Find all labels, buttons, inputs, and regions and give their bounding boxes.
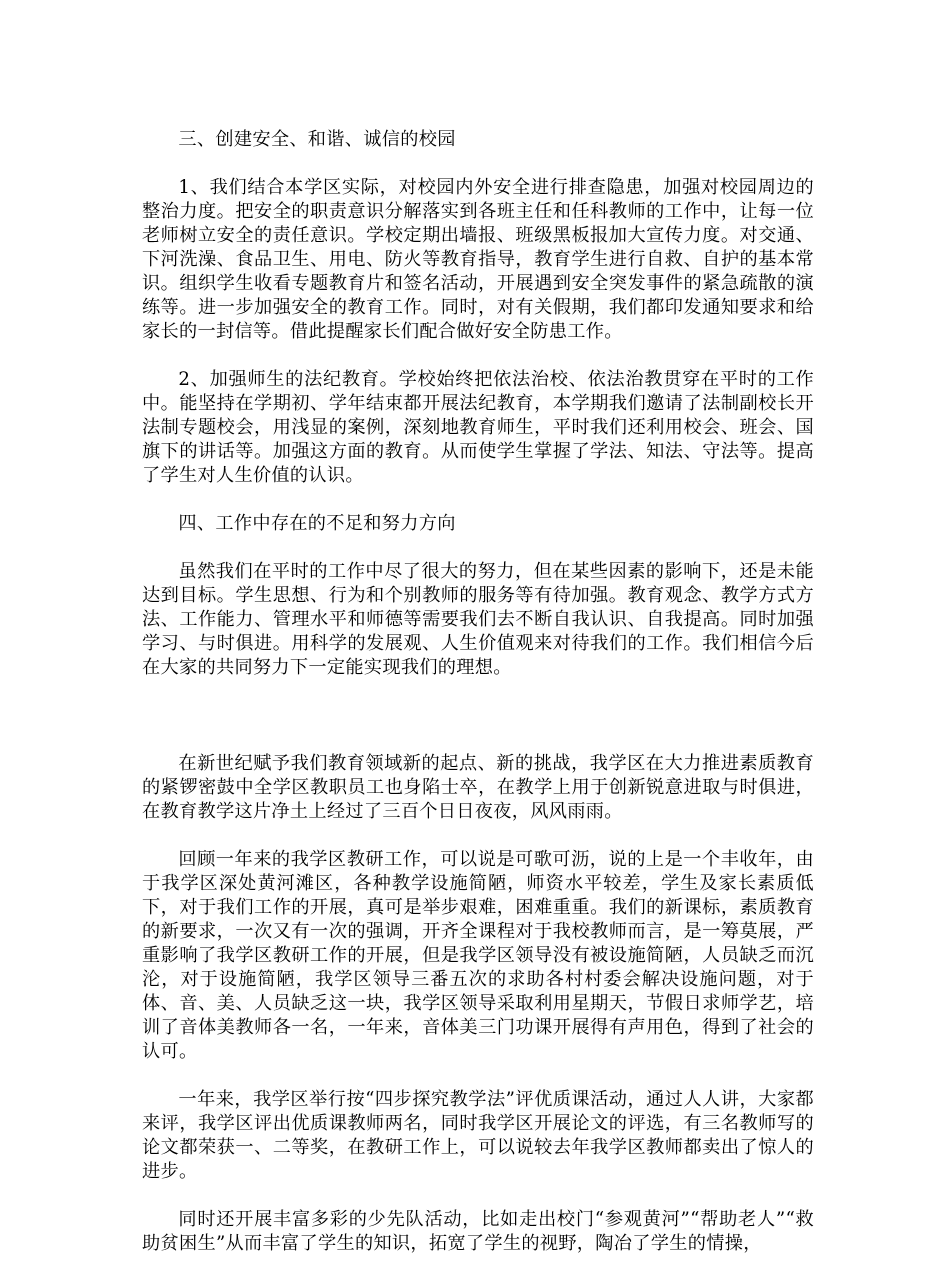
paragraph-young-pioneers: 同时还开展丰富多彩的少先队活动，比如走出校门“参观黄河”“帮助老人”“救助贫困生”从而丰富了学生的知识，拓宽了学生的视野，陶冶了学生的情操， (142, 1209, 814, 1254)
document-body (142, 128, 814, 1280)
paragraph-quality-lessons: 一年来，我学区举行按“四步探究教学法”评优质课活动，通过人人讲，大家都来评，我学区评出优质课教师两名，同时我学区开展论文的评选，有三名教师写的论文都荣获一、二等奖，在教研工作上，可以说较去年我学区教师都卖出了惊人的进步。 (142, 1089, 814, 1182)
paragraph-teaching-research-review: 回顾一年来的我学区教研工作，可以说是可歌可沥，说的上是一个丰收年，由于我学区深处黄河滩区，各种教学设施简陋，师资水平较差，学生及家长素质低下，对于我们工作的开展，真可是举步艰难，困难重重。我们的新课标，素质教育的新要求，一次又有一次的强调，开齐全课程对于我校教师而言，是一筹莫展，严重影响了我学区教研工作的开展，但是我学区领导没有被设施简陋，人员缺乏而沉沦，对于设施简陋，我学区领导三番五次的求助各村村委会解决设施问题，对于体、音、美、人员缺乏这一块，我学区领导采取利用星期天，节假日求师学艺，培训了音体美教师各一名，一年来，音体美三门功课开展得有声用色，得到了社会的认可。 (142, 849, 814, 1062)
paragraph-shortcomings: 虽然我们在平时的工作中尽了很大的努力，但在某些因素的影响下，还是未能达到目标。学生思想、行为和个别教师的服务等有待加强。教育观念、教学方式方法、工作能力、管理水平和师德等需要我们去不断自我认识、自我提高。同时加强学习、与时俱进。用科学的发展观、人生价值观来对待我们的工作。我们相信今后在大家的共同努力下一定能实现我们的理想。 (142, 561, 814, 678)
paragraph-safety-checks: 1、我们结合本学区实际，对校园内外安全进行排查隐患，加强对校园周边的整治力度。把安全的职责意识分解落实到各班主任和任科教师的工作中，让每一位老师树立安全的责任意识。学校定期出墙报、班级黑板报加大宣传力度。对交通、下河洗澡、食品卫生、用电、防火等教育指导，教育学生进行自救、自护的基本常识。组织学生收看专题教育片和签名活动，开展遇到安全突发事件的紧急疏散的演练等。进一步加强安全的教育工作。同时，对有关假期，我们都印发通知要求和给家长的一封信等。借此提醒家长们配合做好安全防患工作。 (142, 177, 814, 342)
section-heading-shortcomings: 四、工作中存在的不足和努力方向 (178, 513, 456, 534)
paragraph-legal-education: 2、加强师生的法纪教育。学校始终把依法治校、依法治教贯穿在平时的工作中。能坚持在学期初、学年结束都开展法纪教育，本学期我们邀请了法制副校长开法制专题校会，用浅显的案例，深刻地教育师生，平时我们还利用校会、班会、国旗下的讲话等。加强这方面的教育。从而使学生掌握了学法、知法、守法等。提高了学生对人生价值的认识。 (142, 369, 814, 486)
section-gap (142, 704, 814, 752)
paragraph-new-century: 在新世纪赋予我们教育领域新的起点、新的挑战，我学区在大力推进素质教育的紧锣密鼓中全学区教职员工也身陷士卒，在教学上用于创新锐意进取与时俱进，在教育教学这片净土上经过了三百个日日夜夜，风风雨雨。 (142, 753, 814, 822)
section-heading-safety: 三、创建安全、和谐、诚信的校园 (178, 129, 456, 150)
